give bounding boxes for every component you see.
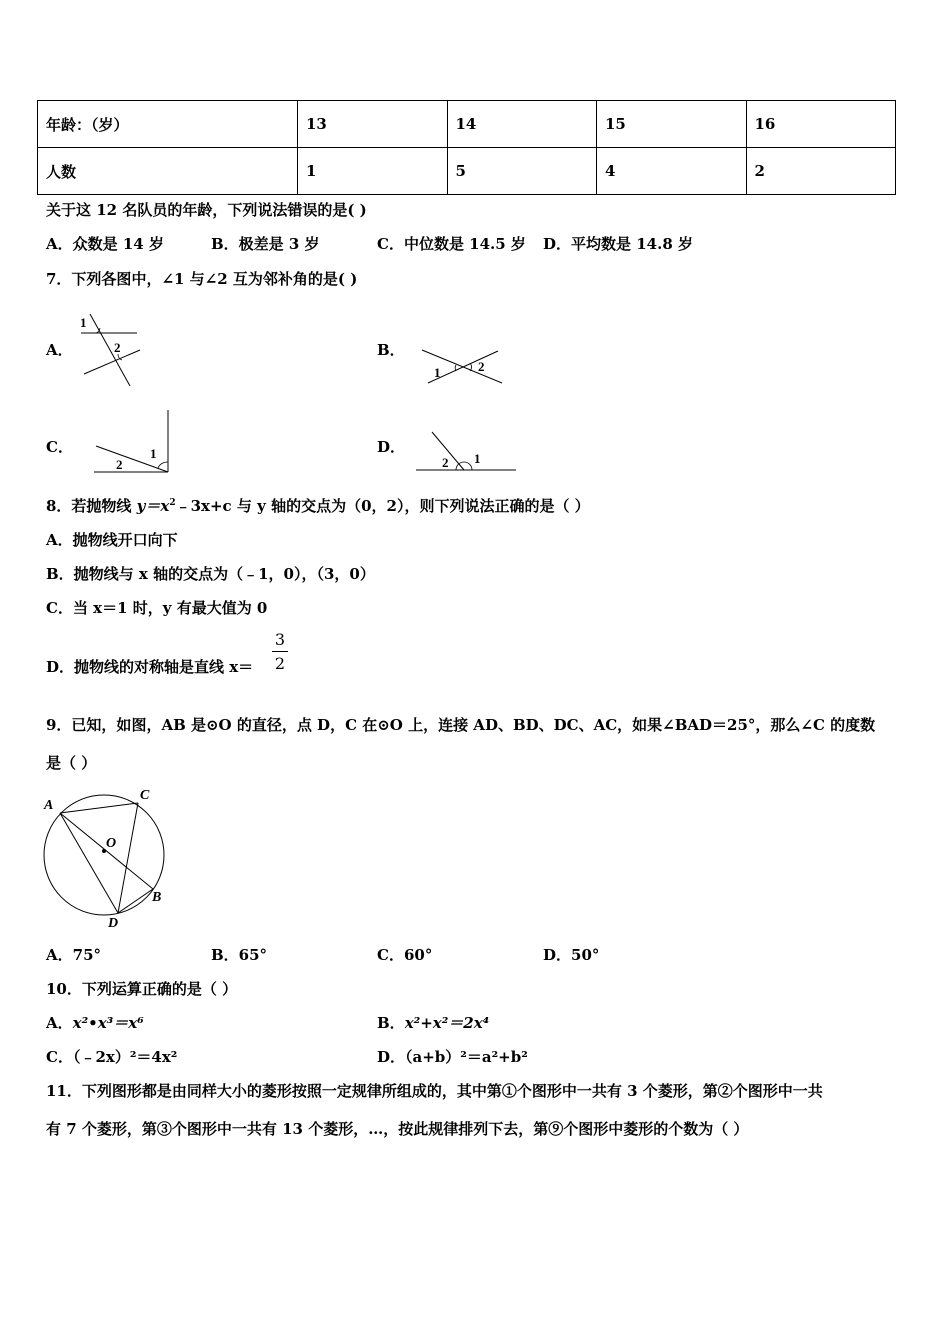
q9-option-c: C．60° — [377, 946, 433, 964]
q8-option-a: A．抛物线开口向下 — [46, 531, 178, 549]
point-label-c: C — [140, 788, 150, 803]
angle-label-1: 1 — [150, 446, 157, 461]
table-cell: 2 — [746, 148, 896, 195]
q10-option-d — [377, 1046, 528, 1067]
q8-stem — [46, 495, 590, 516]
angle-label-1: 1 — [434, 365, 441, 380]
q9-option-b: B．65° — [211, 946, 268, 964]
q8-stem-post: 与 y 轴的交点为（0，2），则下列说法正确的是（ ） — [231, 497, 590, 515]
q6-option-b: B．极差是 3 岁 — [211, 235, 320, 253]
q6-option-c: C．中位数是 14.5 岁 — [377, 235, 526, 253]
q9-stem-line2: 是（ ） — [46, 754, 97, 772]
q6-stem: 关于这 12 名队员的年龄，下列说法错误的是( ) — [46, 201, 367, 219]
table-cell: 14 — [447, 101, 597, 148]
q6-option-a: A．众数是 14 岁 — [46, 235, 164, 253]
angle-label-2: 2 — [442, 455, 449, 470]
fraction-bar — [272, 651, 288, 652]
table-cell: 4 — [597, 148, 747, 195]
q8-option-c: C．当 x＝1 时，y 有最大值为 0 — [46, 599, 268, 617]
angle-label-2: 2 — [116, 457, 123, 472]
q7-figure-b — [418, 343, 508, 388]
fraction — [272, 630, 288, 673]
angle-label-2: 2 — [478, 359, 485, 374]
fraction-denominator: 2 — [274, 654, 286, 673]
q8-stem-pre: 8．若抛物线 — [46, 497, 137, 515]
fraction-numerator: 3 — [274, 630, 286, 649]
q9-stem-line1: 9．已知，如图，AB 是⊙O 的直径，点 D，C 在⊙O 上，连接 AD、BD、DC、AC，如果∠BAD＝25°，那么∠C 的度数 — [46, 716, 876, 734]
option-expression: （﹣2x）²＝4x² — [72, 1048, 178, 1066]
q7-option-d: D． — [377, 438, 406, 456]
table-cell: 15 — [597, 101, 747, 148]
q7-option-c: C． — [46, 438, 73, 456]
q7-option-a: A． — [46, 341, 73, 359]
q9-circle-figure — [38, 785, 173, 930]
table-cell: 13 — [298, 101, 448, 148]
table-cell: 16 — [746, 101, 896, 148]
q10-stem: 10．下列运算正确的是（ ） — [46, 980, 238, 998]
option-label: B． — [377, 1014, 405, 1032]
q8-option-b: B．抛物线与 x 轴的交点为（﹣1，0），（3，0） — [46, 565, 375, 583]
angle-label-2: 2 — [114, 340, 121, 355]
option-expression: （a+b）²＝a²+b² — [405, 1048, 528, 1066]
table-header-cell: 人数 — [38, 148, 298, 195]
option-label: C． — [46, 1048, 73, 1066]
q7-figure-d — [412, 428, 522, 476]
q11-stem-line1: 11．下列图形都是由同样大小的菱形按照一定规律所组成的，其中第①个图形中一共有 3 个菱形，第②个图形中一共 — [46, 1082, 823, 1100]
option-expression: x²•x³＝x⁶ — [72, 1014, 144, 1032]
angle-label-1: 1 — [474, 451, 481, 466]
point-label-d: D — [108, 916, 119, 930]
point-label-a: A — [44, 798, 54, 813]
table-row — [38, 148, 896, 195]
q6-option-d: D．平均数是 14.8 岁 — [543, 235, 693, 253]
q7-figure-a — [76, 310, 146, 390]
q10-option-a — [46, 1012, 144, 1033]
q9-option-a: A．75° — [46, 946, 102, 964]
q8-exponent: 2 — [169, 498, 176, 508]
q7-figure-c — [90, 406, 175, 476]
q9-option-d: D．50° — [543, 946, 600, 964]
q7-option-b: B． — [377, 341, 405, 359]
q10-option-b — [377, 1012, 489, 1033]
q11-stem-line2: 有 7 个菱形，第③个图形中一共有 13 个菱形，…，按此规律排列下去，第⑨个图形中菱形的个数为（ ） — [46, 1120, 749, 1138]
q10-option-c — [46, 1046, 177, 1067]
table-header-cell: 年龄：（岁） — [38, 101, 298, 148]
table-row — [38, 101, 896, 148]
q8-stem-eq: y＝x — [136, 497, 170, 515]
age-table — [37, 100, 896, 195]
option-expression: x²+x²＝2x⁴ — [404, 1014, 490, 1032]
q7-stem: 7．下列各图中，∠1 与∠2 互为邻补角的是( ) — [46, 270, 358, 288]
table-cell: 5 — [447, 148, 597, 195]
table-cell: 1 — [298, 148, 448, 195]
point-label-b: B — [152, 890, 162, 905]
angle-label-1: 1 — [80, 315, 87, 330]
option-label: A． — [46, 1014, 73, 1032]
point-label-o: O — [106, 836, 117, 851]
q8-option-d: D．抛物线的对称轴是直线 x＝ — [46, 658, 254, 676]
q8-stem-mid: ﹣3x+c — [175, 497, 232, 515]
option-label: D． — [377, 1048, 406, 1066]
